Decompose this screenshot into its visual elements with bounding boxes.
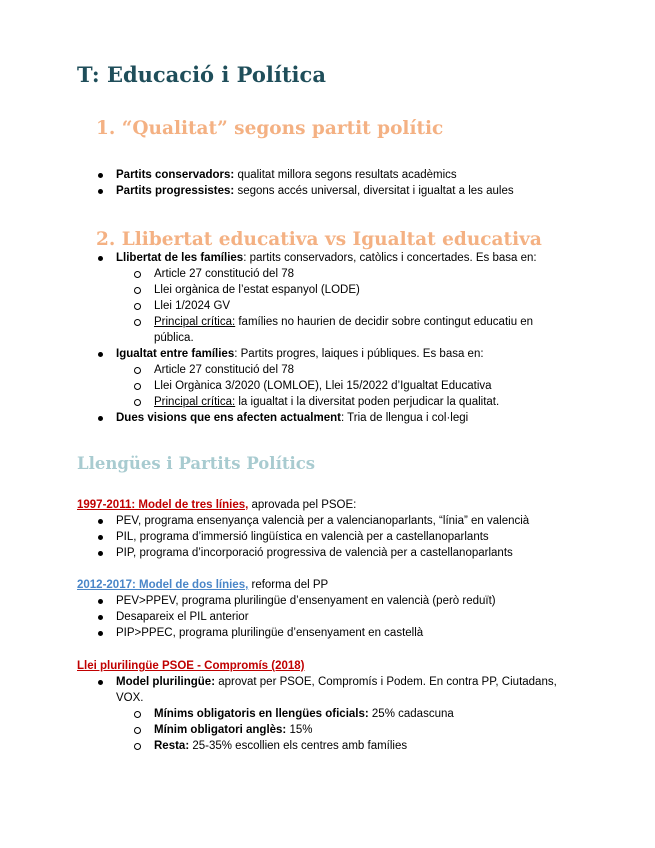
model-2-heading: 2012-2017: Model de dos línies, reforma del PP	[77, 579, 329, 591]
sub-list-item: Article 27 constitució del 78	[77, 266, 557, 282]
sub-list-item: Mínim obligatori anglès: 15%	[77, 722, 577, 738]
section-1-heading: 1. “Qualitat” segons partit polític	[96, 118, 444, 139]
list-item: PEV, programa ensenyança valencià per a valencianoparlants, “línia” en valencià	[77, 513, 577, 529]
list-item: Model plurilingüe: aprovat per PSOE, Compromís i Podem. En contra PP, Ciutadans, VOX. Mínims obligatoris en llengües oficials: 25% cadascuna Mínim obligatori anglès: 15% Resta: 25-35% escollien els centres amb famílies	[77, 674, 577, 754]
sub-list-item: Principal crítica: la igualtat i la diversitat poden perjudicar la qualitat.	[77, 394, 557, 410]
list-item: Partits conservadors: qualitat millora segons resultats acadèmics	[77, 167, 597, 183]
document-title: T: Educació i Política	[77, 62, 326, 87]
model-1-list	[77, 513, 577, 561]
list-item: Llibertat de les famílies: partits conservadors, catòlics i concertades. Es basa en: Article 27 constitució del 78 Llei orgànica de l’estat espanyol (LODE) Llei 1/2024 GV Principal crítica: famílies no haurien de decidir sobre contingut educatiu en pública.	[77, 250, 557, 346]
sub-list-item: Principal crítica: famílies no haurien de decidir sobre contingut educatiu en pública.	[77, 314, 557, 346]
sub-list	[77, 362, 557, 410]
section-1-list	[77, 167, 597, 199]
sub-list	[77, 706, 577, 754]
model-3-list	[77, 674, 577, 754]
sub-list-item: Resta: 25-35% escollien els centres amb famílies	[77, 738, 577, 754]
section-3-heading: Llengües i Partits Polítics	[77, 454, 316, 473]
list-item: Desapareix el PIL anterior	[77, 609, 577, 625]
section-2-list	[77, 250, 557, 426]
model-1-heading: 1997-2011: Model de tres línies, aprovada pel PSOE:	[77, 499, 357, 511]
list-item: PIL, programa d’immersió lingüística en valencià per a castellanoparlants	[77, 529, 577, 545]
list-item: Dues visions que ens afecten actualment: Tria de llengua i col·legi	[77, 410, 557, 426]
sub-list	[77, 266, 557, 346]
section-2-heading: 2. Llibertat educativa vs Igualtat educativa	[96, 229, 542, 250]
list-item: PIP, programa d’incorporació progressiva de valencià per a castellanoparlants	[77, 545, 577, 561]
sub-list-item: Llei Orgànica 3/2020 (LOMLOE), Llei 15/2022 d’Igualtat Educativa	[77, 378, 557, 394]
sub-list-item: Article 27 constitució del 78	[77, 362, 557, 378]
model-2-list	[77, 593, 577, 641]
list-item: Igualtat entre famílies: Partits progres, laiques i públiques. Es basa en: Article 27 constitució del 78 Llei Orgànica 3/2020 (LOMLOE), Llei 15/2022 d’Igualtat Educativa Principal crítica: la igualtat i la diversitat poden perjudicar la qualitat.	[77, 346, 557, 410]
sub-list-item: Llei orgànica de l’estat espanyol (LODE)	[77, 282, 557, 298]
list-item: PEV>PPEV, programa plurilingüe d’ensenyament en valencià (però reduït)	[77, 593, 577, 609]
sub-list-item: Mínims obligatoris en llengües oficials: 25% cadascuna	[77, 706, 577, 722]
list-item: Partits progressistes: segons accés universal, diversitat i igualtat a les aules	[77, 183, 597, 199]
sub-list-item: Llei 1/2024 GV	[77, 298, 557, 314]
list-item: PIP>PPEC, programa plurilingüe d’ensenyament en castellà	[77, 625, 577, 641]
model-3-heading: Llei plurilingüe PSOE - Compromís (2018)	[77, 660, 305, 672]
